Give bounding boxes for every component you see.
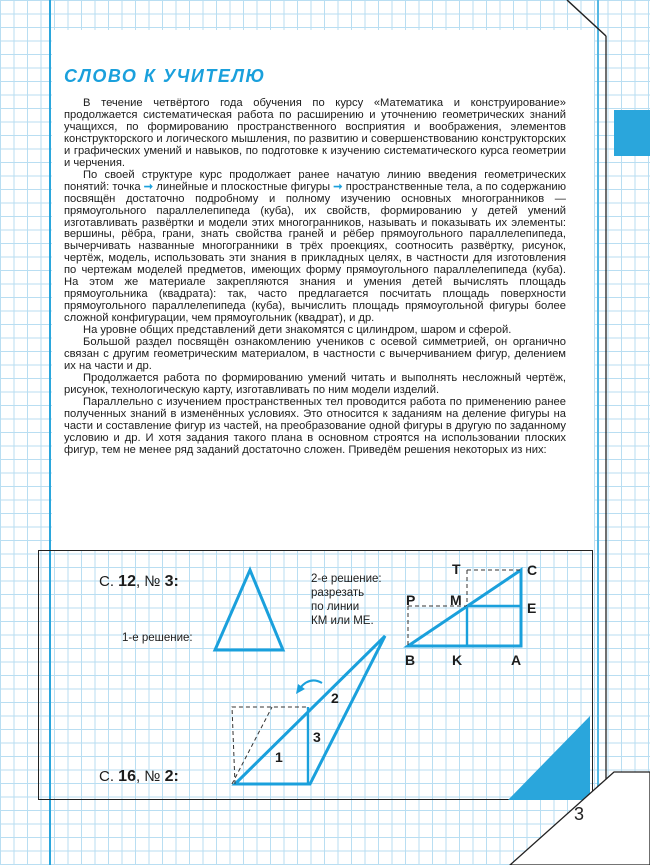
paragraph-5: Продолжается работа по формированию умений читать и выполнять несложный чертёж, рисунок, технологическую карту, изготавливать по ним модели изделий. xyxy=(64,371,566,396)
point-label-m: M xyxy=(450,592,462,608)
page-edge-line xyxy=(567,0,606,36)
isosceles-triangle xyxy=(215,570,283,650)
right-triangle xyxy=(408,570,521,646)
point-label-p: P xyxy=(406,592,416,608)
obtuse-triangle xyxy=(235,636,385,784)
part-label-2: 2 xyxy=(331,690,339,706)
point-label-e: E xyxy=(527,600,537,616)
paragraph-6: Параллельно с изучением пространственных тел проводится работа по применению ранее полученных знаний в изменённых условиях. Это относится к заданиям на деление фигуры на части и составление фигур из частей, на преобразование одной фигуры в другую по заданному условию и др. И хотя задания такого плана в основном строятся на использовании плоских фигур, тем не менее ряд заданий достаточно сложен. Приведём решения некоторых из них: xyxy=(64,395,566,456)
arrow-icon: ➞ xyxy=(143,180,154,193)
paragraph-2: По своей структуре курс продолжает ранее начатую линию введения геометрических понятий: точка ➞ линейные и плоскостные фигуры ➞ пространственные тела, а по содержанию посвящён достаточно подробному и полному изучению основных многогранников — прямоугольного параллелепипеда (куба), их свойств, формированию у детей умений изготавливать развёртки и модели этих многогранников, называть и показывать их элементы: вершины, рёбра, грани, знать свойства граней и рёбер прямоугольного параллелепипеда, вычерчивать названные многогранники в трёх проекциях, соотносить развёртку, рисунок, чертёж, модель, использовать эти знания в прикладных целях, в частности для изготовления по чертежам моделей предметов, имеющих форму прямоугольного параллелепипеда (куба). На этом же материале закрепляются знания и умения детей вычислять площадь прямоугольника (квадрата): так, часто предлагается посчитать площадь поверхности прямоугольного параллелепипеда (куба), вычислить площадь прямоугольной фигуры более сложной конфигурации, чем прямоугольник (квадрат), и др. xyxy=(64,168,567,325)
point-label-k: K xyxy=(452,652,463,668)
point-label-c: C xyxy=(527,562,538,578)
task1-label: С. 12, № 3: xyxy=(99,573,179,590)
point-label-a: A xyxy=(511,652,522,668)
solution2-line4: КМ или МЕ. xyxy=(311,615,374,627)
paragraph-4: Большой раздел посвящён ознакомлению учеников с осевой симметрией, он органично связан с другим геометрическим материалом, в частности с вычерчиванием фигур, делением их на части и др. xyxy=(64,336,566,372)
paragraph-3: На уровне общих представлений дети знакомятся с цилиндром, шаром и сферой. xyxy=(83,324,512,337)
solution2-line3: по линии xyxy=(311,601,360,613)
construction-line xyxy=(232,707,272,784)
page-number: 3 xyxy=(574,804,585,824)
rotation-arrow-icon xyxy=(300,680,322,688)
part-label-3: 3 xyxy=(313,729,321,745)
task2-label: С. 16, № 2: xyxy=(99,768,179,785)
solution1-label: 1-е решение: xyxy=(122,632,193,644)
solution2-line2: разрезать xyxy=(311,587,365,599)
point-label-b: B xyxy=(405,652,416,668)
page-heading: СЛОВО К УЧИТЕЛЮ xyxy=(64,66,266,86)
corner-triangle xyxy=(508,716,590,800)
solution2-line1: 2-е решение: xyxy=(311,573,382,585)
paragraph-1: В течение четвёртого года обучения по курсу «Математика и конструирование» продолжается систематическая работа по расширению и уточнению геометрических знаний учащихся, по формированию пространственного восприятия и воображения, элементов конструкторского и логического мышления, по развитию и совершенствованию конструкторских и графических умений и навыков, по подготовке к изучению систематического курса геометрии и черчения. xyxy=(64,97,566,169)
point-label-t: T xyxy=(452,561,461,577)
construction-line xyxy=(232,707,308,784)
arrow-icon: ➞ xyxy=(333,180,343,193)
part-label-1: 1 xyxy=(275,749,283,765)
